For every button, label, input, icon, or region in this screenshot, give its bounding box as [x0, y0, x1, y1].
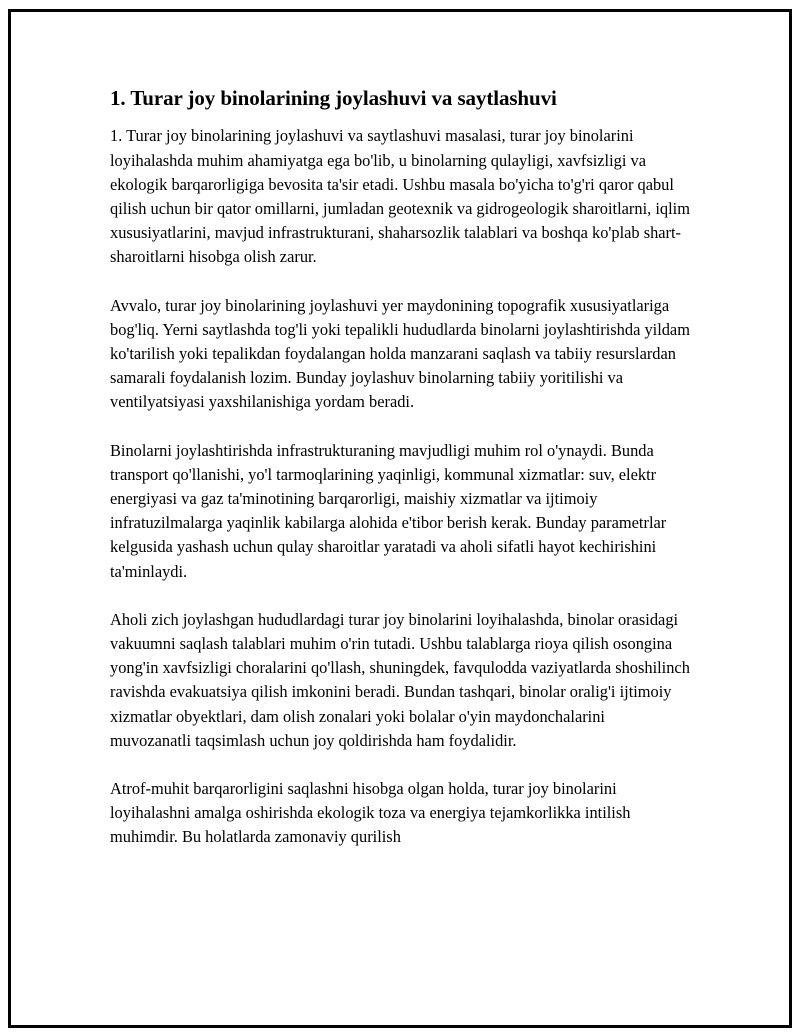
document-title: 1. Turar joy binolarining joylashuvi va saytlashuvi	[110, 86, 557, 110]
paragraph-intro: 1. Turar joy binolarining joylashuvi va saytlashuvi masalasi, turar joy binolarini loyihalashda muhim ahamiyatga ega bo'lib, u binolarning qulayligi, xavfsizligi va ekologik barqarorligiga bevosita ta'sir etadi. Ushbu masala bo'yicha to'g'ri qaror qabul qilish uchun bir qator omillarni, jumladan geotexnik va gidrogeologik sharoitlarni, iqlim xususiyatlarini, mavjud infrastrukturani, shaharsozlik talablari va boshqa ko'plab shart-sharoitlarni hisobga olish zarur.	[110, 126, 690, 267]
paragraph-density: Aholi zich joylashgan hududlardagi turar joy binolarini loyihalashda, binolar orasidagi vakuumni saqlash talablari muhim o'rin tutadi. Ushbu talablarga rioya qilish osongina yong'in xavfsizligi choralarini qo'llash, shuningdek, favqulodda vaziyatlarda shoshilinch ravishda evakuatsiya qilish imkonini beradi. Bundan tashqari, binolar oralig'i ijtimoiy xizmatlar obyektlari, dam olish zonalari yoki bolalar o'yin maydonchalarini muvozanatli taqsimlash uchun joy qoldirishda ham foydalidir.	[110, 609, 690, 750]
paragraph-topography: Avvalo, turar joy binolarining joylashuvi yer maydonining topografik xususiyatlariga bog'liq. Yerni saytlashda tog'li yoki tepalikli hududlarda binolarni joylashtirishda yildam ko'tarilish yoki tepalikdan foydalangan holda manzarani saqlash va tabiiy resurslardan samarali foydalanish lozim. Bunday joylashuv binolarning tabiiy yoritilishi va ventilyatsiyasi yaxshilanishiga yordam beradi.	[110, 295, 690, 412]
document-body	[110, 85, 690, 874]
paragraph-infrastructure: Binolarni joylashtirishda infrastrukturaning mavjudligi muhim rol o'ynaydi. Bunda transport qo'llanishi, yo'l tarmoqlarining yaqinligi, kommunal xizmatlar: suv, elektr energiyasi va gaz ta'minotining barqarorligi, maishiy xizmatlar va ijtimoiy infratuzilmalarga yaqinlik kabilarga alohida e'tibor berish kerak. Bunday parametrlar kelgusida yashash uchun qulay sharoitlar yaratadi va aholi sifatli hayot kechirishini ta'minlaydi.	[110, 440, 667, 581]
paragraph-environment: Atrof-muhit barqarorligini saqlashni hisobga olgan holda, turar joy binolarini loyihalashni amalga oshirishda ekologik toza va energiya tejamkorlikka intilish muhimdir. Bu holatlarda zamonaviy qurilish	[110, 778, 631, 847]
